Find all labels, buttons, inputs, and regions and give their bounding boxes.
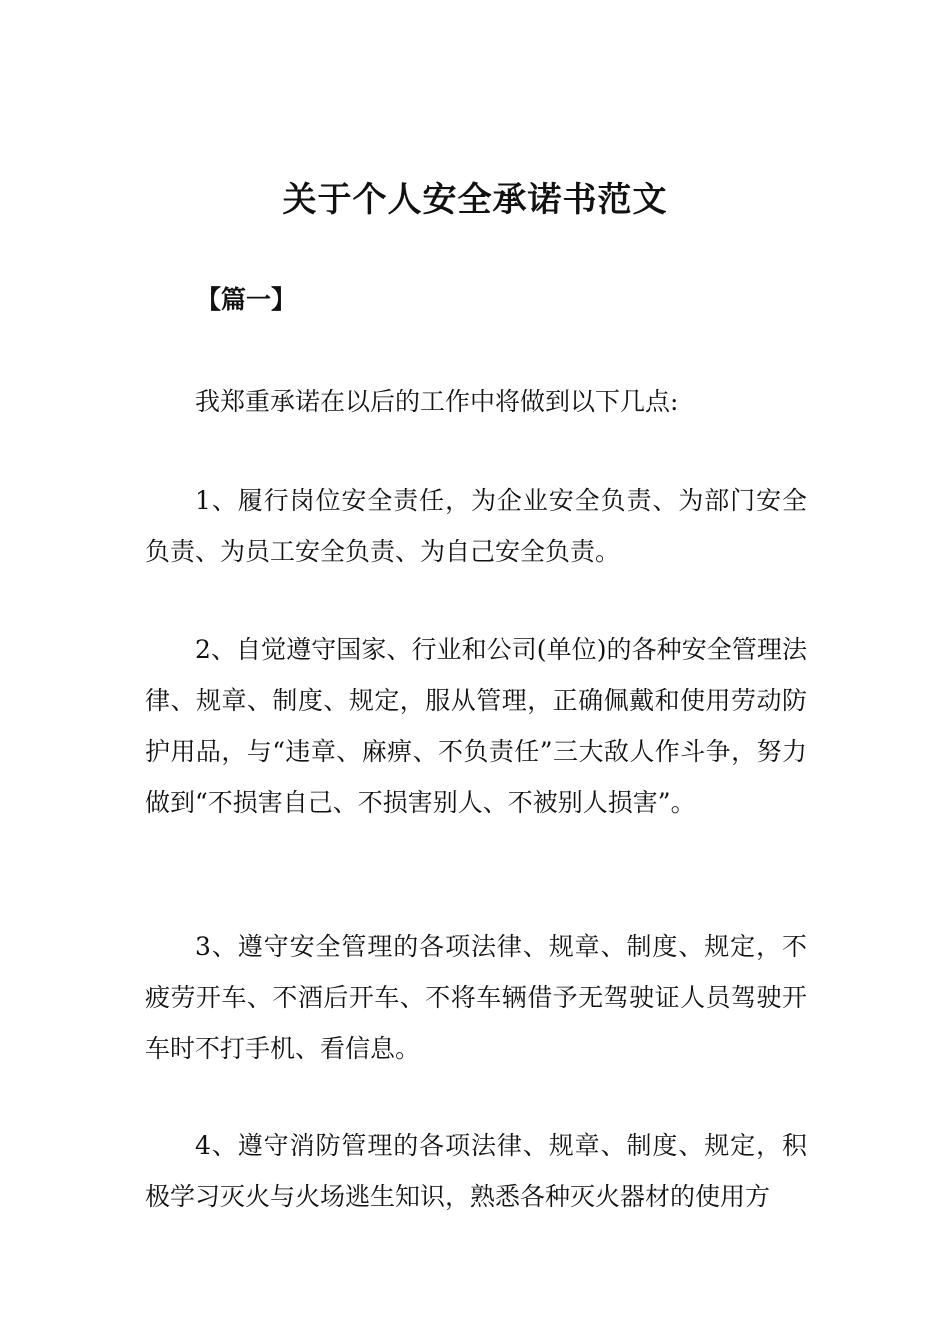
paragraph-item-1: 1、履行岗位安全责任，为企业安全负责、为部门安全负责、为员工安全负责、为自己安全负责。	[145, 486, 807, 566]
paragraph-item-3: 3、遵守安全管理的各项法律、规章、制度、规定，不疲劳开车、不酒后开车、不将车辆借予无驾驶证人员驾驶开车时不打手机、看信息。	[145, 932, 807, 1063]
paragraph-item-2: 2、自觉遵守国家、行业和公司(单位)的各种安全管理法律、规章、制度、规定，服从管理，正确佩戴和使用劳动防护用品，与“违章、麻痹、不负责任”三大敌人作斗争，努力做到“不损害自己、不损害别人、不被别人损害”。	[145, 635, 807, 817]
paragraph-intro: 我郑重承诺在以后的工作中将做到以下几点:	[195, 387, 679, 416]
section-label: 【篇一】	[196, 285, 297, 314]
document-title: 关于个人安全承诺书范文	[282, 180, 668, 220]
paragraph-item-4: 4、遵守消防管理的各项法律、规章、制度、规定，积极学习灭火与火场逃生知识，熟悉各种灭火器材的使用方	[145, 1131, 807, 1211]
